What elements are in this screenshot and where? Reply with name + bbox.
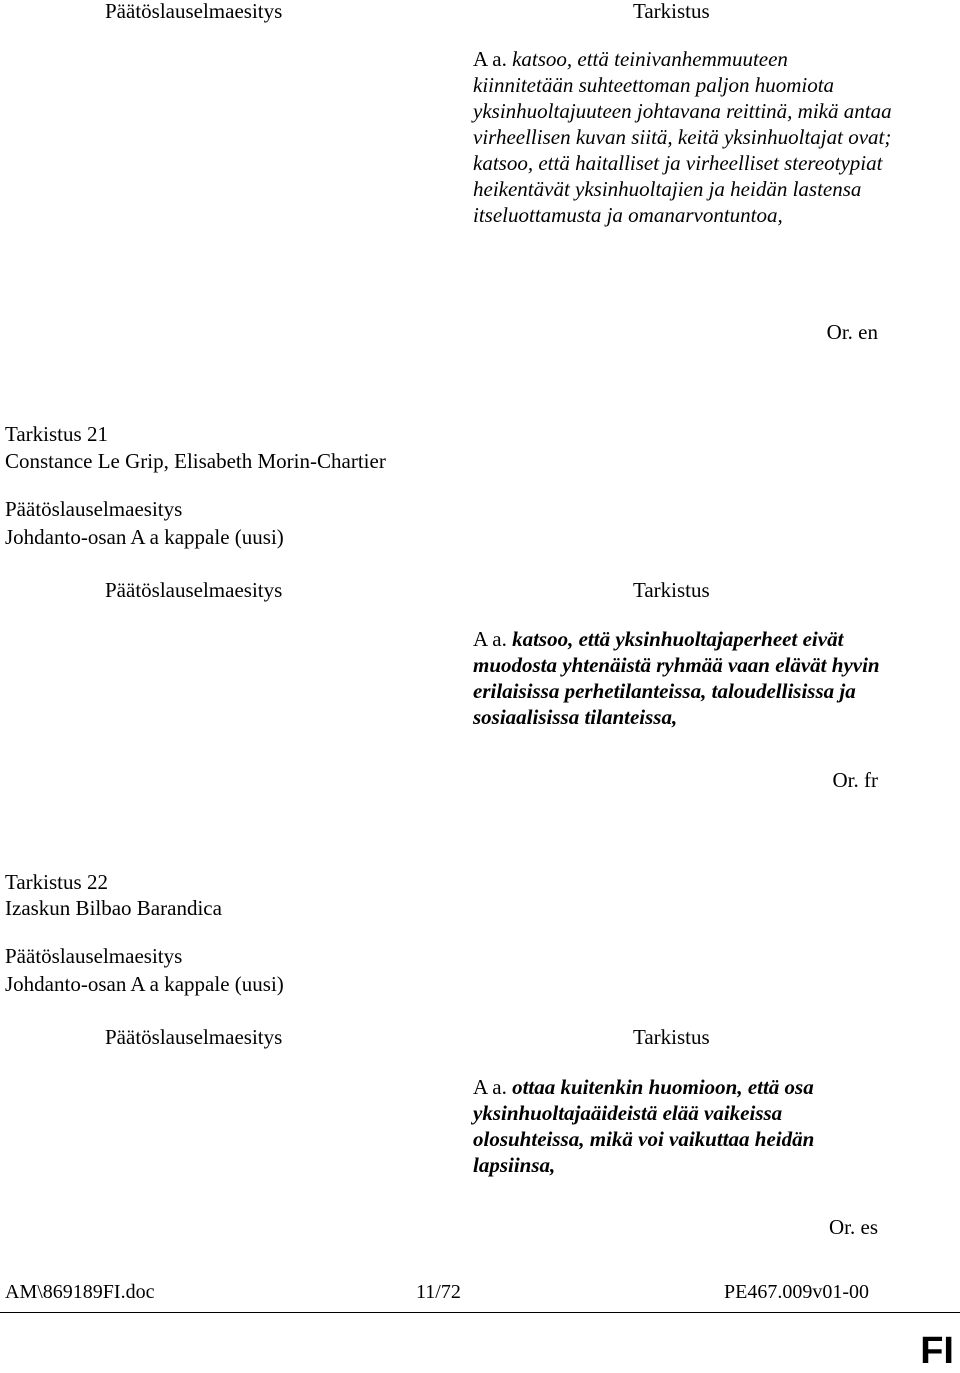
column-header-right: Tarkistus <box>633 578 710 602</box>
amendment-authors: Izaskun Bilbao Barandica <box>5 896 222 920</box>
amendment-text-block1 <box>473 46 893 228</box>
amendment-body: katsoo, että yksinhuoltajaperheet eivät muodosta yhtenäistä ryhmää vaan elävät hyvin erilaisissa perhetilanteissa, taloudellisissa ja sosiaalisissa tilanteissa, <box>473 627 880 729</box>
footer-divider <box>0 1312 960 1313</box>
amendment-authors: Constance Le Grip, Elisabeth Morin-Chartier <box>5 449 386 473</box>
amendment-document: Päätöslauselmaesitys <box>5 497 183 521</box>
amendment-number: Tarkistus 21 <box>5 422 108 446</box>
amendment-number: Tarkistus 22 <box>5 870 108 894</box>
amendment-document: Päätöslauselmaesitys <box>5 944 183 968</box>
column-header-left: Päätöslauselmaesitys <box>105 0 283 23</box>
amendment-text-22 <box>473 1074 893 1178</box>
column-header-left: Päätöslauselmaesitys <box>105 1025 283 1049</box>
point-lead: A a. <box>473 627 507 651</box>
footer-doc-ref: AM\869189FI.doc <box>5 1281 155 1303</box>
point-lead: A a. <box>473 1075 507 1099</box>
column-header-right: Tarkistus <box>633 1025 710 1049</box>
amendment-body: ottaa kuitenkin huomioon, että osa yksinhuoltajaäideistä elää vaikeissa olosuhteissa, mikä voi vaikuttaa heidän lapsiinsa, <box>473 1075 815 1177</box>
language-mark: FI <box>920 1330 954 1372</box>
original-language: Or. en <box>826 320 878 344</box>
footer-page-number: 11/72 <box>416 1281 461 1303</box>
amendment-text-21 <box>473 626 893 730</box>
original-language: Or. es <box>829 1215 878 1239</box>
footer-pe-ref: PE467.009v01-00 <box>724 1281 869 1303</box>
column-header-left: Päätöslauselmaesitys <box>105 578 283 602</box>
amendment-location: Johdanto-osan A a kappale (uusi) <box>5 525 284 549</box>
amendment-location: Johdanto-osan A a kappale (uusi) <box>5 972 284 996</box>
amendment-body: katsoo, että teinivanhemmuuteen kiinnitetään suhteettoman paljon huomiota yksinhuoltajuuteen johtavana reittinä, mikä antaa virheellisen kuvan siitä, keitä yksinhuoltajat ovat; katsoo, että haitalliset ja virheelliset stereotypiat heikentävät yksinhuoltajien ja heidän lastensa itseluottamusta ja omanarvontuntoa, <box>473 47 892 227</box>
point-lead: A a. <box>473 47 507 71</box>
original-language: Or. fr <box>832 768 878 792</box>
column-header-right: Tarkistus <box>633 0 710 23</box>
